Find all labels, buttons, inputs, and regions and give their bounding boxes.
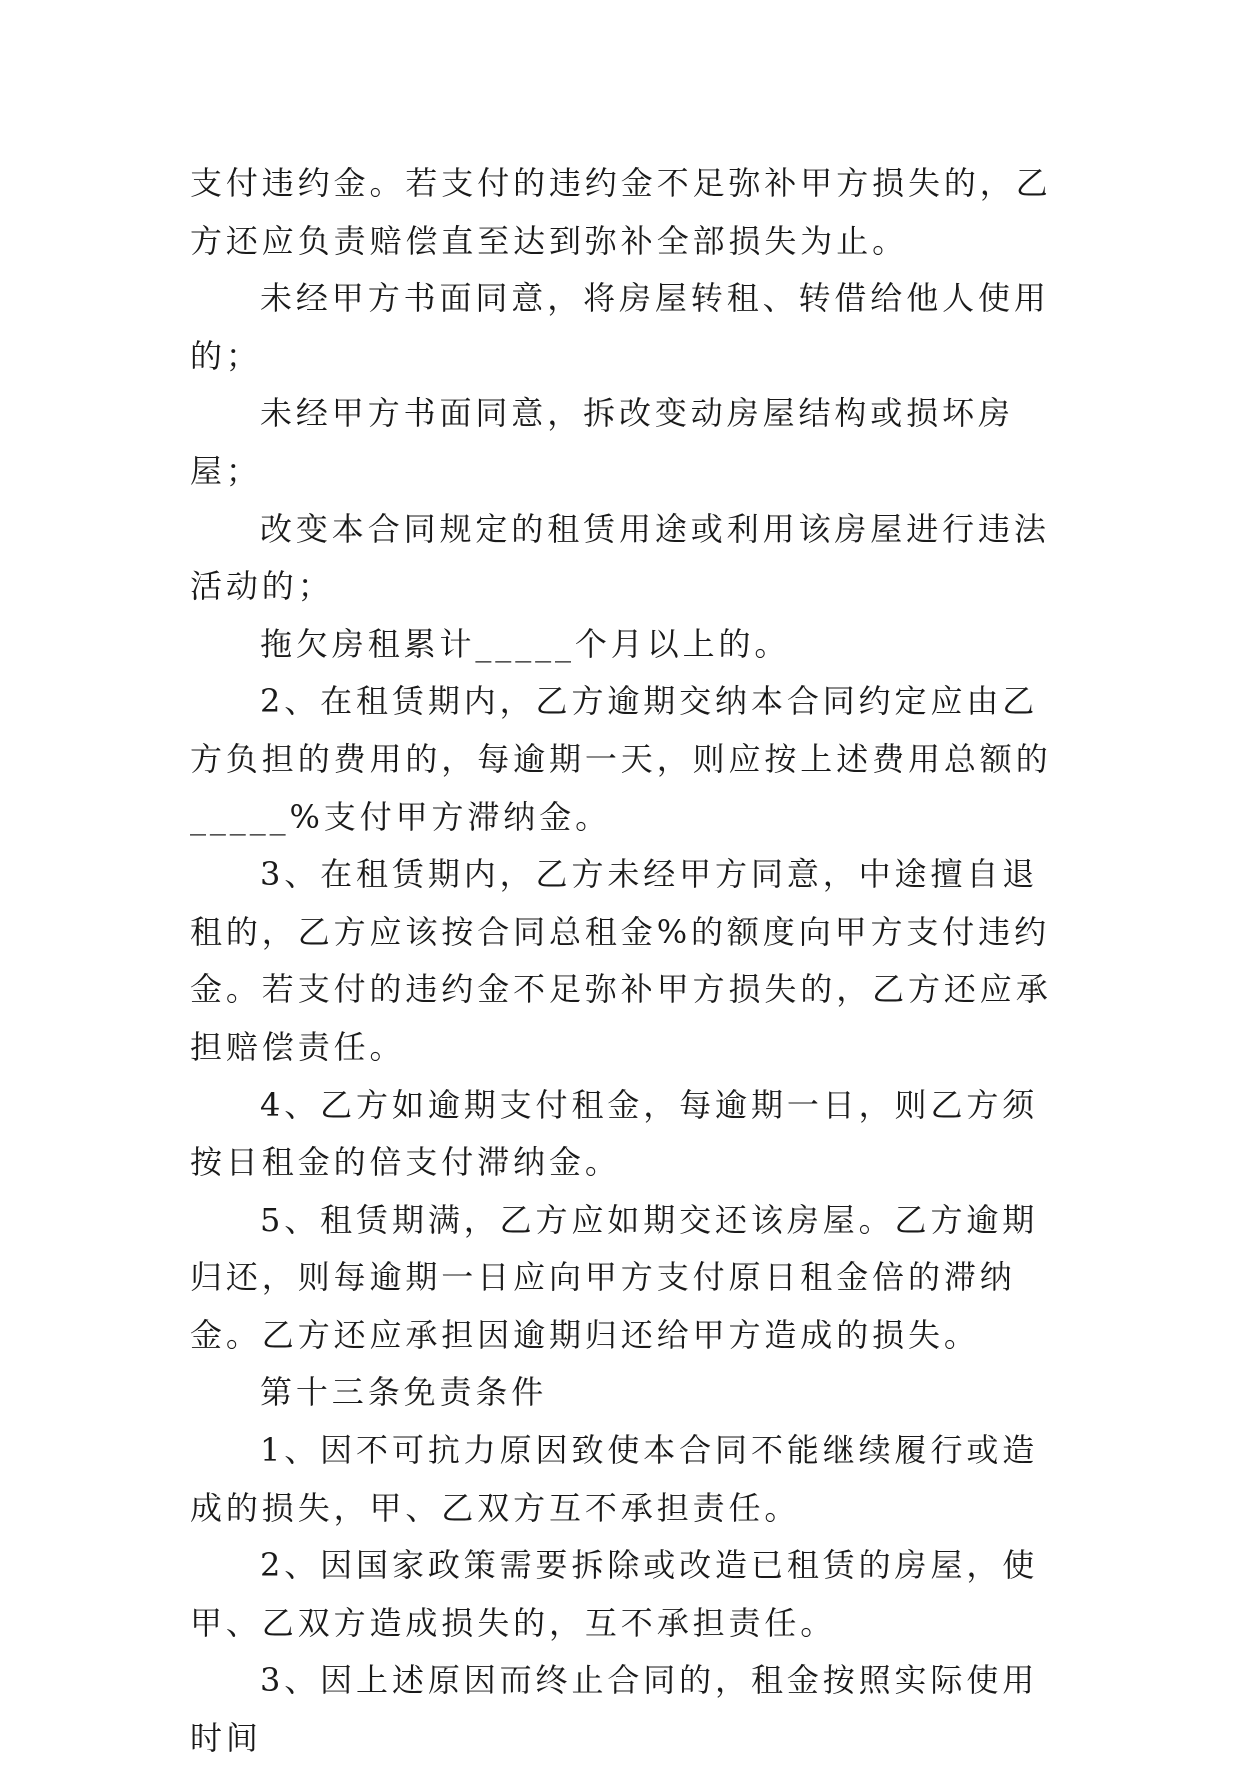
paragraph-structure-clause: 未经甲方书面同意，拆改变动房屋结构或损坏房屋；: [190, 394, 1014, 490]
paragraph-breach-payment: 支付违约金。若支付的违约金不足弥补甲方损失的，乙方还应负责赔偿直至达到弥补全部损失为止。: [190, 164, 1052, 260]
paragraph-exemption-3: 3、因上述原因而终止合同的，租金按照实际使用时间: [190, 1661, 1039, 1758]
paragraph-item-2: 2、在租赁期内，乙方逾期交纳本合同约定应由乙方负担的费用的，每逾期一天，则应按上述费用总额的_____%支付甲方滞纳金。: [190, 682, 1052, 836]
paragraph-item-4: 4、乙方如逾期支付租金，每逾期一日，则乙方须按日租金的倍支付滞纳金。: [190, 1085, 1039, 1182]
paragraph-usage-clause: 改变本合同规定的租赁用途或利用该房屋进行违法活动的；: [190, 509, 1050, 606]
paragraph-item-3: 3、在租赁期内，乙方未经甲方同意，中途擅自退租的，乙方应该按合同总租金%的额度向甲方支付违约金。若支付的违约金不足弥补甲方损失的，乙方还应承担赔偿责任。: [190, 855, 1052, 1066]
paragraph-exemption-1: 1、因不可抗力原因致使本合同不能继续履行或造成的损失，甲、乙双方互不承担责任。: [190, 1431, 1039, 1527]
paragraph-rent-arrears-clause: 拖欠房租累计_____个月以上的。: [260, 624, 791, 663]
document-body: [190, 155, 1060, 1768]
paragraph-exemption-2: 2、因国家政策需要拆除或改造已租赁的房屋，使甲、乙双方造成损失的，互不承担责任。: [190, 1546, 1039, 1642]
paragraph-sublet-clause: 未经甲方书面同意，将房屋转租、转借给他人使用的；: [190, 279, 1050, 375]
paragraph-item-5: 5、租赁期满，乙方应如期交还该房屋。乙方逾期归还，则每逾期一日应向甲方支付原日租金倍的滞纳金。乙方还应承担因逾期归还给甲方造成的损失。: [190, 1200, 1039, 1354]
section-heading-article-13: 第十三条免责条件: [260, 1373, 548, 1412]
